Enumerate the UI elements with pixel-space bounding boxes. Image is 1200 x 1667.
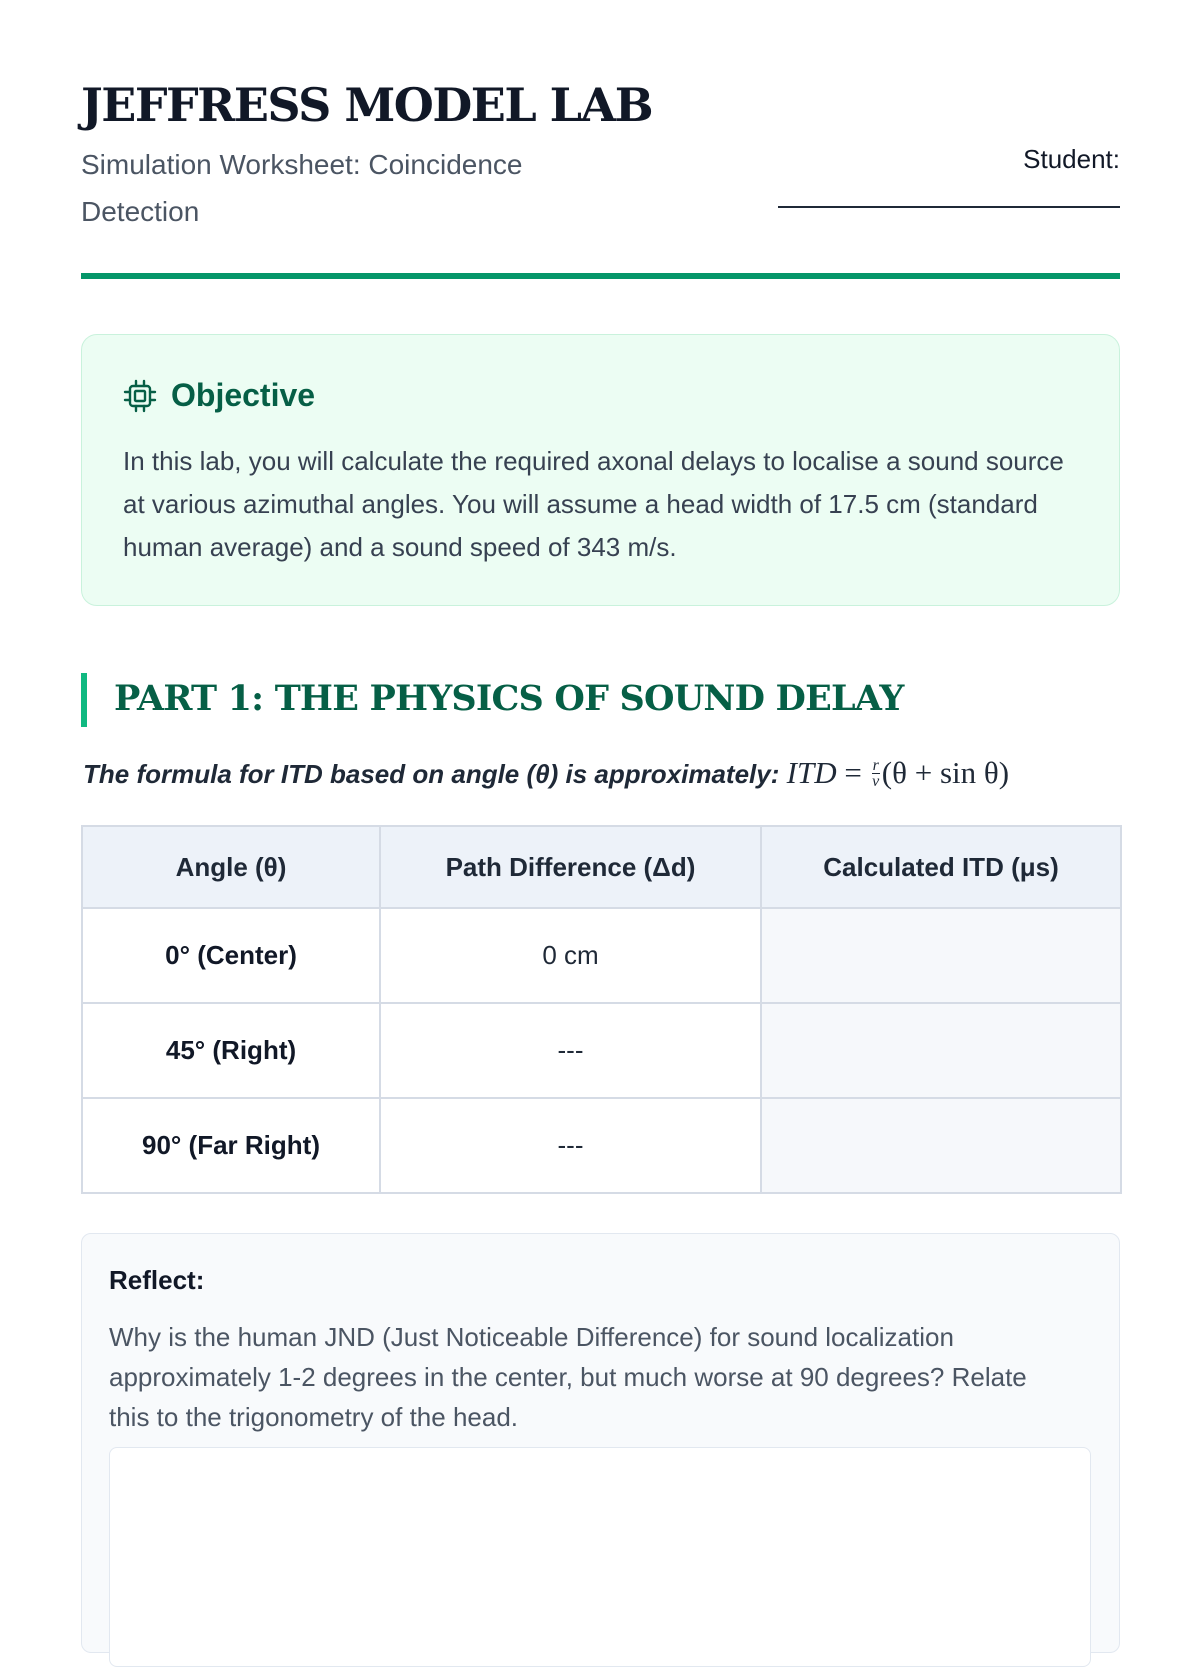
formula-intro: The formula for ITD based on angle (θ) is approximately: xyxy=(83,759,780,789)
objective-box xyxy=(81,334,1120,606)
formula-denominator: v xyxy=(872,773,880,791)
header-path-difference: Path Difference (Δd) xyxy=(380,826,761,908)
page-title: JEFFRESS MODEL LAB xyxy=(81,78,653,132)
page-subtitle: Simulation Worksheet: Coincidence Detection xyxy=(81,149,523,227)
header-angle: Angle (θ) xyxy=(82,826,380,908)
reflect-box xyxy=(81,1233,1120,1653)
reflect-label: Reflect: xyxy=(109,1265,205,1295)
table-row xyxy=(82,1098,1121,1193)
formula-numerator: r xyxy=(872,757,879,775)
itd-table xyxy=(81,825,1122,1194)
formula-rhs: (θ + sin θ) xyxy=(881,755,1010,790)
chip-icon xyxy=(123,379,157,413)
objective-heading xyxy=(123,377,315,414)
angle-cell: 90° (Far Right) xyxy=(82,1098,380,1193)
itd-answer-cell[interactable] xyxy=(761,1003,1121,1098)
objective-text: In this lab, you will calculate the required axonal delays to localise a sound source at various azimuthal angles. You will assume a head width of 17.5 cm (standard human average) and a sound speed of 343 m/s. xyxy=(123,446,1064,562)
header-divider xyxy=(81,273,1120,279)
table-header-row xyxy=(82,826,1121,908)
table-row xyxy=(82,908,1121,1003)
itd-answer-cell[interactable] xyxy=(761,1098,1121,1193)
path-cell: --- xyxy=(380,1003,761,1098)
reflect-answer-field[interactable] xyxy=(109,1447,1091,1667)
objective-title: Objective xyxy=(171,377,316,413)
itd-answer-cell[interactable] xyxy=(761,908,1121,1003)
formula-math: ITD = $\frac{r}{v}$ (θ + sin θ) xyxy=(786,755,1010,791)
itd-formula xyxy=(83,755,1009,791)
section-accent-bar xyxy=(81,673,87,727)
section-title-part1: PART 1: THE PHYSICS OF SOUND DELAY xyxy=(114,678,904,719)
table-row xyxy=(82,1003,1121,1098)
student-label: Student: xyxy=(1023,144,1120,174)
path-cell: 0 cm xyxy=(380,908,761,1003)
angle-cell: 45° (Right) xyxy=(82,1003,380,1098)
worksheet-page xyxy=(81,0,1120,1432)
student-name-line[interactable] xyxy=(778,206,1120,208)
formula-fraction xyxy=(872,758,880,789)
path-cell: --- xyxy=(380,1098,761,1193)
angle-cell: 0° (Center) xyxy=(82,908,380,1003)
reflect-question: Why is the human JND (Just Noticeable Difference) for sound localization approximately 1-2 degrees in the center, but much worse at 90 degrees? Relate this to the trigonometry of the head. xyxy=(109,1322,1027,1432)
worksheet-header xyxy=(81,0,1120,280)
formula-lhs: ITD xyxy=(786,755,837,790)
header-calculated-itd: Calculated ITD (μs) xyxy=(761,826,1121,908)
